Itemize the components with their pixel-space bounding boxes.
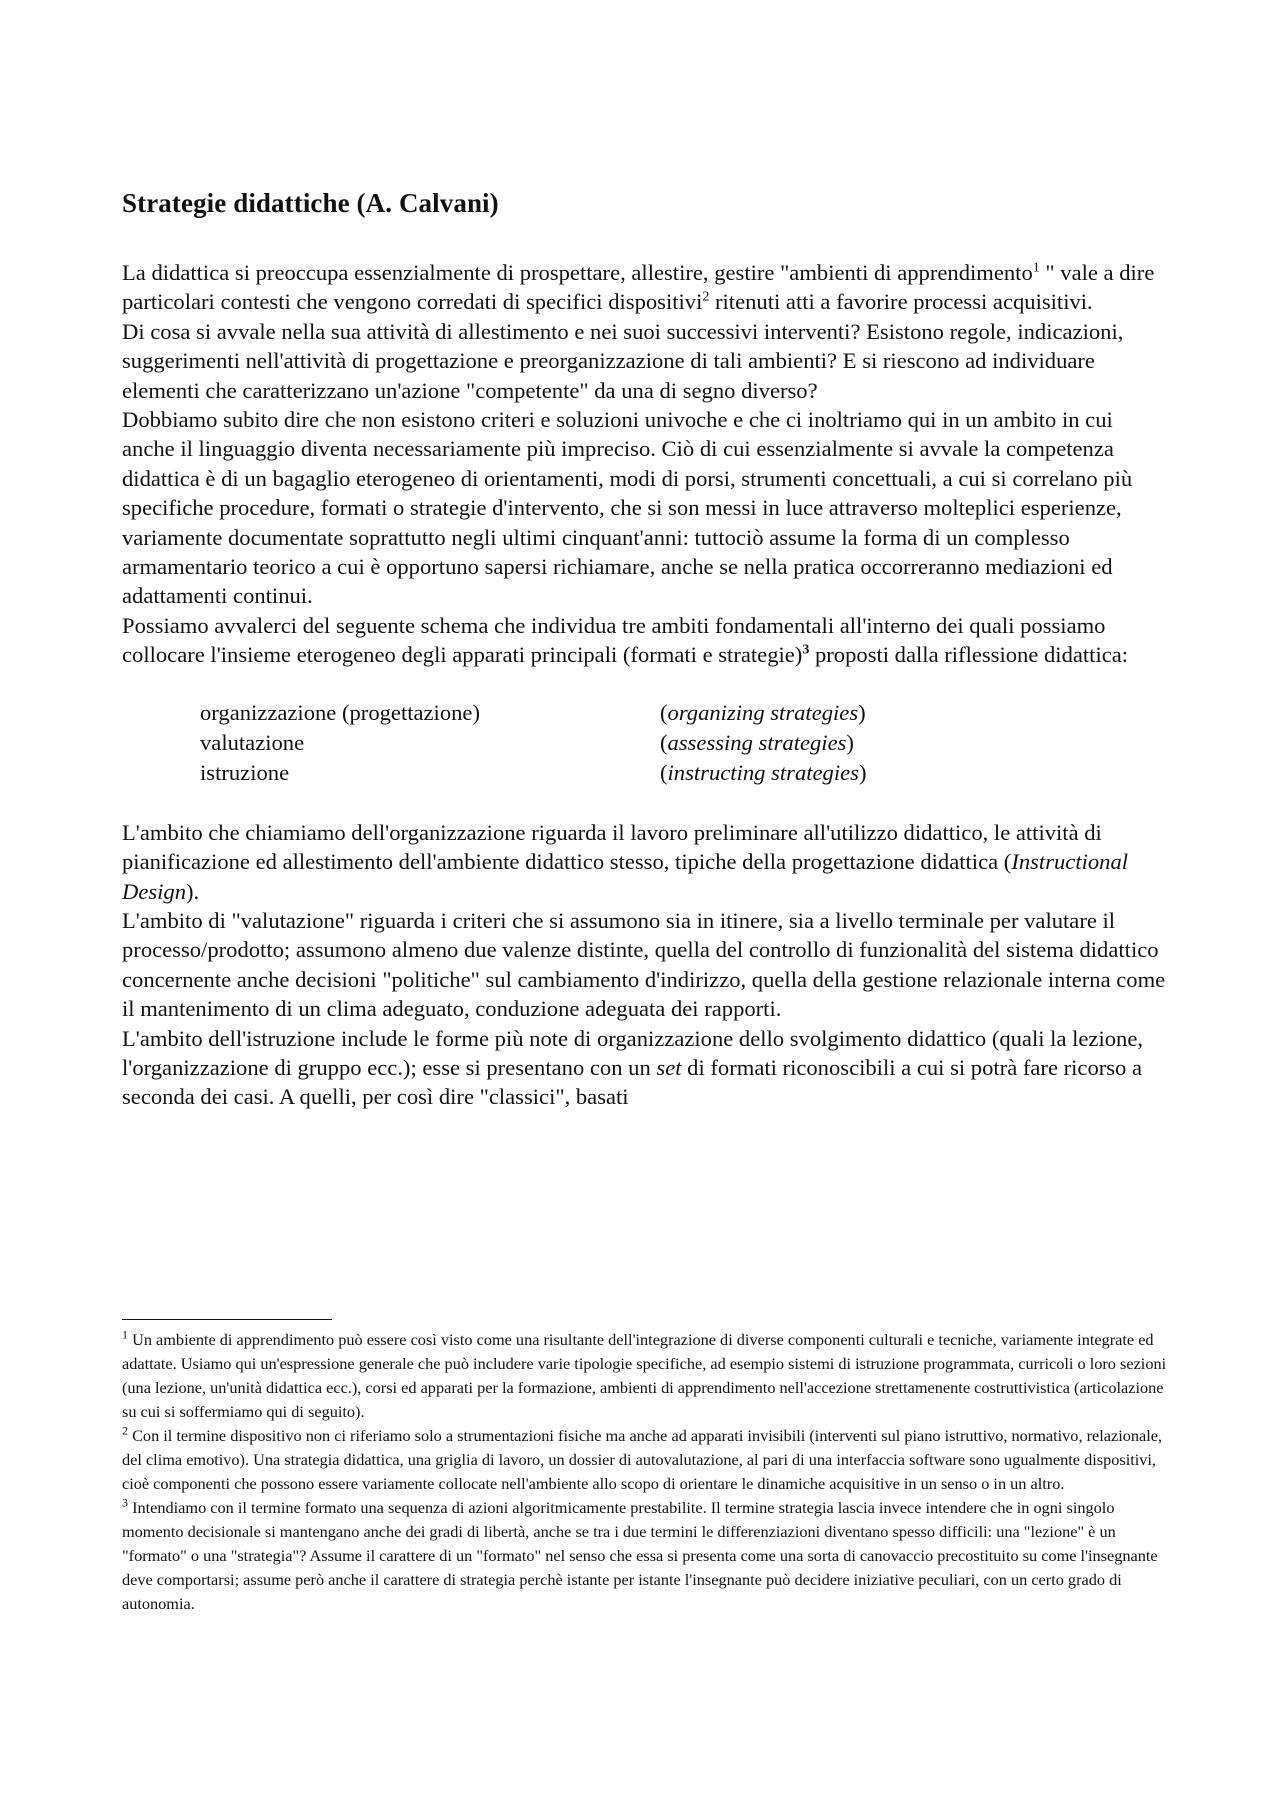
footnote-ref-2[interactable]: 2 — [702, 290, 710, 306]
document-title: Strategie didattiche (A. Calvani) — [122, 188, 499, 218]
document-body — [122, 258, 1167, 1112]
strategy-row — [200, 758, 1167, 788]
strategy-english-label: (instructing strategies) — [660, 759, 867, 785]
paragraph-schema-intro — [122, 611, 1167, 670]
strategy-italian-label: valutazione — [200, 729, 305, 755]
footnote-text: Con il termine dispositivo non ci riferiamo solo a strumentazioni fisiche ma anche ad apparati invisibili (interventi sul piano istruttivo, normativo, relazionale, del clima emotivo). Una strategia didattica, una griglia di lavoro, un dossier di autovalutazione, al pari di una interfaccia software sono ugualmente dispositivi, cioè componenti che possono essere variamente collocate nell'ambiente allo scopo di orientare le dinamiche acquisitive in un senso o in un altro. — [122, 1426, 1163, 1493]
paragraph-intro-text-c: ritenuti atti a favorire processi acquisitivi. — [709, 289, 1093, 315]
paragraph-organization: L'ambito che chiamiamo dell'organizzazione riguarda il lavoro preliminare all'utilizzo didattico, le attività di pianificazione ed allestimento dell'ambiente didattico stesso, tipiche della progettazione didattica (Instructional Design). — [122, 819, 1129, 904]
strategy-italian-label: organizzazione (progettazione) — [200, 699, 480, 725]
paragraph-schema-text-a: Possiamo avvalerci del seguente schema che individua tre ambiti fondamentali all'interno dei quali possiamo collocare l'insieme eterogeneo degli apparati principali (formati e strategie) — [122, 612, 1106, 668]
footnote-ref-1[interactable]: 1 — [1032, 260, 1040, 276]
paragraph-questions: Di cosa si avvale nella sua attività di allestimento e nei suoi successivi interventi? Esistono regole, indicazioni, suggerimenti nell'attività di progettazione e preorganizzazione di tali ambienti? E si riescono ad individuare elementi che caratterizzano un'azione "competente" da una di segno diverso? — [122, 318, 1124, 403]
footnotes-section — [122, 1319, 1167, 1616]
instructional-design-term: Instructional Design — [122, 849, 1129, 904]
footnote-number: 3 — [122, 1495, 128, 1510]
paragraph-intro-text-b: " vale a dire particolari contesti che vengono corredati di specifici dispositivi — [122, 260, 1155, 315]
paragraph-schema-text-b: proposti dalla riflessione didattica: — [809, 642, 1129, 668]
paragraph-instruction: L'ambito dell'istruzione include le forme più note di organizzazione dello svolgimento didattico (quali la lezione, l'organizzazione di gruppo ecc.); esse si presentano con un set di formati riconoscibili a cui si potrà fare ricorso a seconda dei casi. A quelli, per così dire "classici", basati — [122, 1025, 1143, 1110]
footnote-number: 1 — [122, 1327, 128, 1342]
set-term: set — [656, 1054, 682, 1080]
footnote-text: Un ambiente di apprendimento può essere così visto come una risultante dell'integrazione di diverse componenti culturali e tecniche, variamente integrate ed adattate. Usiamo qui un'espressione generale che può includere varie tipologie specifiche, ad esempio sistemi di istruzione programmata, curricoli o loro sezioni (una lezione, un'unità didattica ecc.), corsi ed apparati per la formazione, ambienti di apprendimento nell'accezione strettamenente costruttivistica (articolazione su cui si soffermiamo qui di seguito). — [122, 1330, 1167, 1421]
strategy-row — [200, 728, 1167, 758]
strategy-english-label: (organizing strategies) — [660, 699, 866, 725]
paragraph-criteria: Dobbiamo subito dire che non esistono criteri e soluzioni univoche e che ci inoltriamo qui in un ambito in cui anche il linguaggio diventa necessariamente più impreciso. Ciò di cui essenzialmente si avvale la competenza didattica è di un bagaglio eterogeneo di orientamenti, modi di porsi, strumenti concettuali, a cui si correlano più specifiche procedure, formati o strategie d'intervento, che si son messi in luce attraverso molteplici esperienze, variamente documentate soprattutto negli ultimi cinquant'anni: tuttociò assume la forma di un complesso armamentario teorico a cui è opportuno sapersi richiamare, anche se nella pratica occorreranno mediazioni ed adattamenti continui. — [122, 407, 1133, 609]
strategy-italian-label: istruzione — [200, 759, 290, 785]
strategy-row — [200, 698, 1167, 728]
footnote-divider — [122, 1319, 332, 1320]
footnote-2 — [122, 1424, 1167, 1496]
paragraph-intro-text-a: La didattica si preoccupa essenzialmente di prospettare, allestire, gestire "ambienti di apprendimento — [122, 260, 1033, 285]
footnote-1 — [122, 1328, 1167, 1424]
footnote-3 — [122, 1496, 1167, 1616]
paragraph-intro — [122, 258, 1167, 317]
strategy-english-label: (assessing strategies) — [660, 729, 854, 755]
paragraph-evaluation: L'ambito di "valutazione" riguarda i criteri che si assumono sia in itinere, sia a livello terminale per valutare il processo/prodotto; assumono almeno due valenze distinte, quella del controllo di funzionalità del sistema didattico concernente anche decisioni "politiche" sul cambiamento d'indirizzo, quella della gestione relazionale interna come il mantenimento di un clima adeguato, conduzione adeguata dei rapporti. — [122, 907, 1166, 1022]
footnote-number: 2 — [122, 1423, 128, 1438]
footnote-text: Intendiamo con il termine formato una sequenza di azioni algoritmicamente prestabilite. Il termine strategia lascia invece intendere che in ogni singolo momento decisionale si mantengano anche dei gradi di libertà, anche se tra i due termini le differenziazioni diventano spesso difficili: una "lezione" è un "formato" o una "strategia"? Assume il carattere di un "formato" nel senso che essa si presenta come una sorta di canovaccio precostituito su come l'insegnante deve comportarsi; assume però anche il carattere di strategia perchè istante per istante l'insegnante può decidere iniziative peculiari, con un certo grado di autonomia. — [122, 1498, 1158, 1613]
strategies-list — [200, 698, 1167, 788]
footnote-ref-3[interactable]: 3 — [802, 642, 810, 658]
